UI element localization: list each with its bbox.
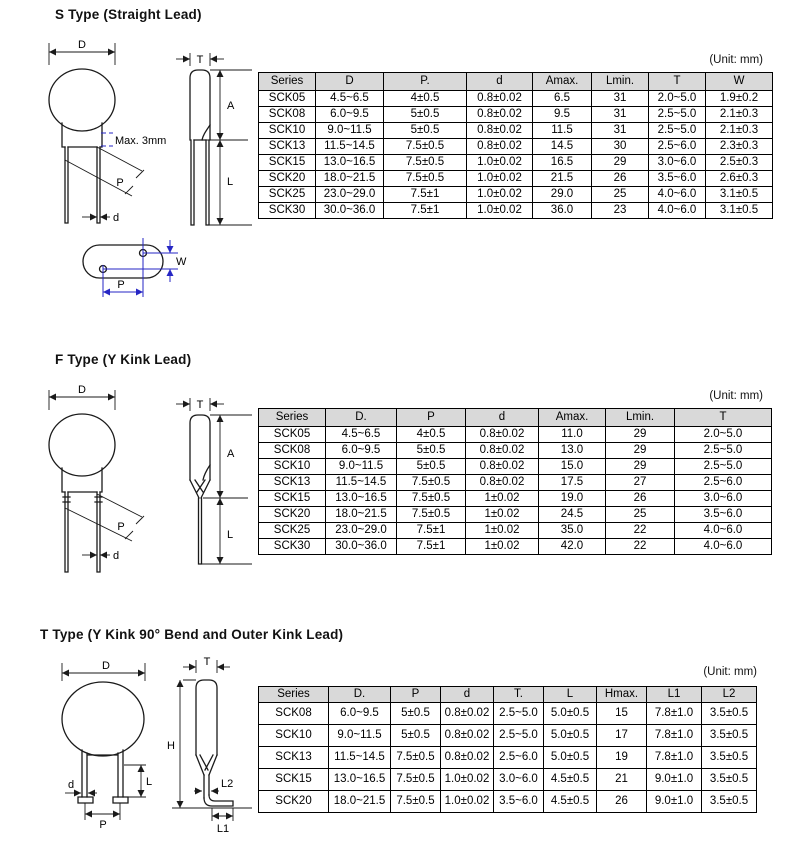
value-cell: 18.0~21.5 [326, 507, 397, 523]
value-cell: 29.0 [533, 187, 592, 203]
dim-label-lead-dia: d [113, 550, 120, 562]
series-cell: SCK08 [259, 443, 326, 459]
value-cell: 0.8±0.02 [466, 427, 539, 443]
value-cell: 2.5~5.0 [675, 443, 772, 459]
column-header: W [706, 73, 773, 91]
value-cell: 18.0~21.5 [329, 791, 391, 813]
series-cell: SCK13 [259, 747, 329, 769]
value-cell: 4.0~6.0 [649, 187, 706, 203]
value-cell: 2.5~5.0 [649, 107, 706, 123]
dim-label-p-front: P [117, 521, 125, 533]
value-cell: 7.5±0.5 [391, 769, 441, 791]
table-row [259, 769, 757, 791]
dim-label-pitch: P [117, 279, 125, 291]
value-cell: 18.0~21.5 [316, 171, 384, 187]
t-type-dimensions-table [258, 686, 757, 813]
column-header: Series [259, 73, 316, 91]
value-cell: 11.5 [533, 123, 592, 139]
dim-label-offset-w: W [176, 256, 187, 268]
header-row [259, 687, 757, 703]
column-header: T [675, 409, 772, 427]
series-cell: SCK15 [259, 769, 329, 791]
value-cell: 7.5±0.5 [384, 139, 467, 155]
column-header: P [391, 687, 441, 703]
column-header: D [316, 73, 384, 91]
column-header: L [544, 687, 597, 703]
value-cell: 1.0±0.02 [467, 203, 533, 219]
column-header: T [649, 73, 706, 91]
value-cell: 3.1±0.5 [706, 187, 773, 203]
y-kink [190, 480, 210, 498]
max-3mm-label: Max. 3mm [115, 135, 167, 147]
value-cell: 7.5±1 [397, 539, 466, 555]
dim-label-p-front: P [116, 177, 124, 189]
dim-label-thickness: T [196, 399, 204, 411]
value-cell: 4±0.5 [397, 427, 466, 443]
value-cell: 2.5~5.0 [675, 459, 772, 475]
value-cell: 9.5 [533, 107, 592, 123]
value-cell: 7.5±0.5 [391, 747, 441, 769]
table-row [259, 155, 773, 171]
f-type-dimension-drawing [20, 380, 265, 592]
value-cell: 29 [592, 155, 649, 171]
value-cell: 3.5±0.5 [702, 747, 757, 769]
value-cell: 0.8±0.02 [466, 475, 539, 491]
dim-label-thickness: T [203, 656, 211, 668]
value-cell: 2.0~5.0 [675, 427, 772, 443]
dim-label-l2: L2 [221, 778, 234, 790]
value-cell: 0.8±0.02 [441, 725, 494, 747]
t-type-section-title: T Type (Y Kink 90° Bend and Outer Kink Lead) [40, 627, 344, 642]
dim-label-lead-length: L [227, 529, 234, 541]
value-cell: 31 [592, 123, 649, 139]
value-cell: 13.0~16.5 [329, 769, 391, 791]
value-cell: 23.0~29.0 [316, 187, 384, 203]
table-row [259, 203, 773, 219]
s-type-side-view [176, 53, 252, 225]
value-cell: 5.0±0.5 [544, 747, 597, 769]
value-cell: 22 [606, 539, 675, 555]
unit-label: (Unit: mm) [703, 666, 757, 678]
series-cell: SCK25 [259, 523, 326, 539]
series-cell: SCK30 [259, 539, 326, 555]
value-cell: 3.5~6.0 [675, 507, 772, 523]
column-header: d [467, 73, 533, 91]
value-cell: 21 [597, 769, 647, 791]
value-cell: 5±0.5 [384, 123, 467, 139]
value-cell: 7.8±1.0 [647, 725, 702, 747]
series-cell: SCK15 [259, 155, 316, 171]
value-cell: 24.5 [539, 507, 606, 523]
s-type-section-title: S Type (Straight Lead) [55, 7, 202, 22]
dim-label-body-height: A [227, 448, 235, 460]
value-cell: 1.0±0.02 [467, 155, 533, 171]
value-cell: 4.5~6.5 [316, 91, 384, 107]
value-cell: 19.0 [539, 491, 606, 507]
series-cell: SCK25 [259, 187, 316, 203]
value-cell: 0.8±0.02 [467, 139, 533, 155]
s-type-dimensions-table [258, 72, 773, 219]
value-cell: 26 [592, 171, 649, 187]
y-kink [196, 755, 217, 775]
header-row [259, 73, 773, 91]
dim-label-lead-dia: d [113, 212, 120, 224]
value-cell: 30 [592, 139, 649, 155]
t-type-side-view [167, 656, 252, 835]
value-cell: 0.8±0.02 [466, 443, 539, 459]
value-cell: 9.0~11.5 [329, 725, 391, 747]
value-cell: 0.8±0.02 [441, 703, 494, 725]
value-cell: 23.0~29.0 [326, 523, 397, 539]
dim-label-lead-length: L [146, 776, 153, 788]
value-cell: 2.5~6.0 [675, 475, 772, 491]
column-header: Lmin. [592, 73, 649, 91]
series-cell: SCK13 [259, 139, 316, 155]
value-cell: 7.8±1.0 [647, 703, 702, 725]
table-row [259, 187, 773, 203]
t-type-dimension-drawing [20, 650, 270, 845]
value-cell: 5±0.5 [397, 443, 466, 459]
value-cell: 15 [597, 703, 647, 725]
value-cell: 4.5~6.5 [326, 427, 397, 443]
value-cell: 13.0 [539, 443, 606, 459]
table-row [259, 725, 757, 747]
value-cell: 7.5±0.5 [391, 791, 441, 813]
value-cell: 14.5 [533, 139, 592, 155]
value-cell: 7.5±1 [384, 203, 467, 219]
value-cell: 29 [606, 427, 675, 443]
unit-label: (Unit: mm) [709, 390, 763, 402]
value-cell: 6.0~9.5 [316, 107, 384, 123]
kinked-leads [65, 492, 100, 572]
value-cell: 4.5±0.5 [544, 769, 597, 791]
value-cell: 17 [597, 725, 647, 747]
bent-foot [204, 795, 233, 806]
side-body-outline [196, 680, 217, 755]
value-cell: 30.0~36.0 [316, 203, 384, 219]
value-cell: 31 [592, 107, 649, 123]
series-cell: SCK08 [259, 107, 316, 123]
value-cell: 9.0~11.5 [326, 459, 397, 475]
value-cell: 5±0.5 [391, 703, 441, 725]
value-cell: 13.0~16.5 [326, 491, 397, 507]
value-cell: 4.5±0.5 [544, 791, 597, 813]
header-row [259, 409, 772, 427]
value-cell: 11.5~14.5 [329, 747, 391, 769]
table-row [259, 539, 772, 555]
column-header: P [397, 409, 466, 427]
table-row [259, 491, 772, 507]
table-row [259, 91, 773, 107]
value-cell: 3.5±0.5 [702, 725, 757, 747]
f-type-section-title: F Type (Y Kink Lead) [55, 352, 192, 367]
dim-label-d-body: D [78, 39, 86, 51]
value-cell: 6.0~9.5 [329, 703, 391, 725]
value-cell: 2.5~6.0 [494, 747, 544, 769]
kink-marks [63, 497, 102, 502]
value-cell: 2.1±0.3 [706, 107, 773, 123]
value-cell: 7.5±0.5 [397, 475, 466, 491]
series-cell: SCK20 [259, 791, 329, 813]
value-cell: 25 [592, 187, 649, 203]
value-cell: 7.5±1 [384, 187, 467, 203]
value-cell: 2.5~5.0 [494, 725, 544, 747]
value-cell: 2.5±0.3 [706, 155, 773, 171]
value-cell: 26 [597, 791, 647, 813]
table-row [259, 123, 773, 139]
table-row [259, 171, 773, 187]
value-cell: 1.0±0.02 [441, 769, 494, 791]
value-cell: 0.8±0.02 [467, 107, 533, 123]
value-cell: 35.0 [539, 523, 606, 539]
value-cell: 1±0.02 [466, 491, 539, 507]
value-cell: 17.5 [539, 475, 606, 491]
value-cell: 42.0 [539, 539, 606, 555]
value-cell: 1±0.02 [466, 507, 539, 523]
column-header: d [441, 687, 494, 703]
s-type-bottom-view [83, 238, 187, 297]
value-cell: 3.5±0.5 [702, 769, 757, 791]
series-cell: SCK10 [259, 459, 326, 475]
value-cell: 2.5~6.0 [649, 139, 706, 155]
column-header: P. [384, 73, 467, 91]
value-cell: 30.0~36.0 [326, 539, 397, 555]
unit-label: (Unit: mm) [709, 54, 763, 66]
value-cell: 2.0~5.0 [649, 91, 706, 107]
dim-label-pitch: P [99, 819, 107, 831]
value-cell: 7.5±0.5 [397, 491, 466, 507]
value-cell: 2.6±0.3 [706, 171, 773, 187]
table-row [259, 427, 772, 443]
dim-label-l1: L1 [216, 823, 230, 835]
value-cell: 29 [606, 459, 675, 475]
dim-label-d-body: D [102, 660, 110, 672]
value-cell: 0.8±0.02 [466, 459, 539, 475]
value-cell: 9.0±1.0 [647, 769, 702, 791]
value-cell: 2.5~5.0 [649, 123, 706, 139]
value-cell: 1.0±0.02 [467, 171, 533, 187]
series-cell: SCK05 [259, 91, 316, 107]
table-row [259, 107, 773, 123]
value-cell: 7.5±0.5 [384, 171, 467, 187]
value-cell: 21.5 [533, 171, 592, 187]
column-header: d [466, 409, 539, 427]
f-type-side-view [176, 398, 252, 564]
column-header: Amax. [533, 73, 592, 91]
value-cell: 0.8±0.02 [467, 123, 533, 139]
f-type-front-view [49, 384, 144, 572]
value-cell: 31 [592, 91, 649, 107]
series-cell: SCK13 [259, 475, 326, 491]
value-cell: 1±0.02 [466, 523, 539, 539]
table-row [259, 139, 773, 155]
series-cell: SCK08 [259, 703, 329, 725]
value-cell: 7.5±0.5 [384, 155, 467, 171]
value-cell: 29 [606, 443, 675, 459]
dim-label-body-height: A [227, 100, 235, 112]
value-cell: 2.5~5.0 [494, 703, 544, 725]
series-cell: SCK30 [259, 203, 316, 219]
table-row [259, 703, 757, 725]
series-cell: SCK10 [259, 725, 329, 747]
bent-leads [82, 750, 123, 797]
value-cell: 16.5 [533, 155, 592, 171]
value-cell: 3.5±0.5 [702, 703, 757, 725]
value-cell: 5.0±0.5 [544, 725, 597, 747]
column-header: T. [494, 687, 544, 703]
value-cell: 2.3±0.3 [706, 139, 773, 155]
value-cell: 26 [606, 491, 675, 507]
s-type-dimension-drawing [20, 35, 265, 325]
table-row [259, 475, 772, 491]
table-row [259, 459, 772, 475]
value-cell: 3.0~6.0 [494, 769, 544, 791]
value-cell: 1.0±0.02 [441, 791, 494, 813]
dim-label-lead-length: L [227, 176, 234, 188]
value-cell: 3.5±0.5 [702, 791, 757, 813]
column-header: Lmin. [606, 409, 675, 427]
s-type-front-view [49, 39, 166, 224]
f-type-dimensions-table [258, 408, 772, 555]
value-cell: 3.5~6.0 [649, 171, 706, 187]
value-cell: 3.0~6.0 [675, 491, 772, 507]
column-header: D. [329, 687, 391, 703]
straight-leads [65, 147, 100, 223]
value-cell: 3.5~6.0 [494, 791, 544, 813]
table-row [259, 443, 772, 459]
stadium-outline [83, 245, 163, 278]
column-header: Series [259, 687, 329, 703]
disc-body-outline [49, 69, 115, 131]
value-cell: 7.8±1.0 [647, 747, 702, 769]
value-cell: 3.1±0.5 [706, 203, 773, 219]
column-header: Amax. [539, 409, 606, 427]
table-row [259, 791, 757, 813]
value-cell: 1±0.02 [466, 539, 539, 555]
disc-body-outline [62, 682, 144, 756]
value-cell: 1.9±0.2 [706, 91, 773, 107]
dim-label-height: H [167, 740, 175, 752]
value-cell: 19 [597, 747, 647, 769]
value-cell: 25 [606, 507, 675, 523]
value-cell: 9.0±1.0 [647, 791, 702, 813]
value-cell: 11.5~14.5 [326, 475, 397, 491]
value-cell: 11.0 [539, 427, 606, 443]
series-cell: SCK10 [259, 123, 316, 139]
value-cell: 13.0~16.5 [316, 155, 384, 171]
column-header: Series [259, 409, 326, 427]
value-cell: 4.0~6.0 [675, 539, 772, 555]
value-cell: 11.5~14.5 [316, 139, 384, 155]
value-cell: 0.8±0.02 [441, 747, 494, 769]
t-type-front-view [62, 660, 152, 831]
value-cell: 36.0 [533, 203, 592, 219]
value-cell: 4.0~6.0 [675, 523, 772, 539]
value-cell: 23 [592, 203, 649, 219]
table-row [259, 523, 772, 539]
series-cell: SCK20 [259, 171, 316, 187]
column-header: L2 [702, 687, 757, 703]
value-cell: 1.0±0.02 [467, 187, 533, 203]
value-cell: 4.0~6.0 [649, 203, 706, 219]
value-cell: 5.0±0.5 [544, 703, 597, 725]
value-cell: 4±0.5 [384, 91, 467, 107]
value-cell: 5±0.5 [384, 107, 467, 123]
coating-limit-dashes [101, 133, 113, 146]
value-cell: 27 [606, 475, 675, 491]
value-cell: 9.0~11.5 [316, 123, 384, 139]
dim-label-d-body: D [78, 384, 86, 396]
value-cell: 0.8±0.02 [467, 91, 533, 107]
value-cell: 22 [606, 523, 675, 539]
value-cell: 5±0.5 [391, 725, 441, 747]
series-cell: SCK05 [259, 427, 326, 443]
table-row [259, 507, 772, 523]
value-cell: 6.0~9.5 [326, 443, 397, 459]
value-cell: 6.5 [533, 91, 592, 107]
series-cell: SCK15 [259, 491, 326, 507]
dim-label-thickness: T [196, 54, 204, 66]
dim-label-lead-dia: d [67, 779, 75, 791]
disc-body-outline [49, 414, 115, 476]
series-cell: SCK20 [259, 507, 326, 523]
column-header: L1 [647, 687, 702, 703]
outer-kink-feet [78, 797, 128, 803]
value-cell: 7.5±0.5 [397, 507, 466, 523]
value-cell: 5±0.5 [397, 459, 466, 475]
value-cell: 2.1±0.3 [706, 123, 773, 139]
value-cell: 7.5±1 [397, 523, 466, 539]
value-cell: 3.0~6.0 [649, 155, 706, 171]
column-header: Hmax. [597, 687, 647, 703]
column-header: D. [326, 409, 397, 427]
table-row [259, 747, 757, 769]
value-cell: 15.0 [539, 459, 606, 475]
